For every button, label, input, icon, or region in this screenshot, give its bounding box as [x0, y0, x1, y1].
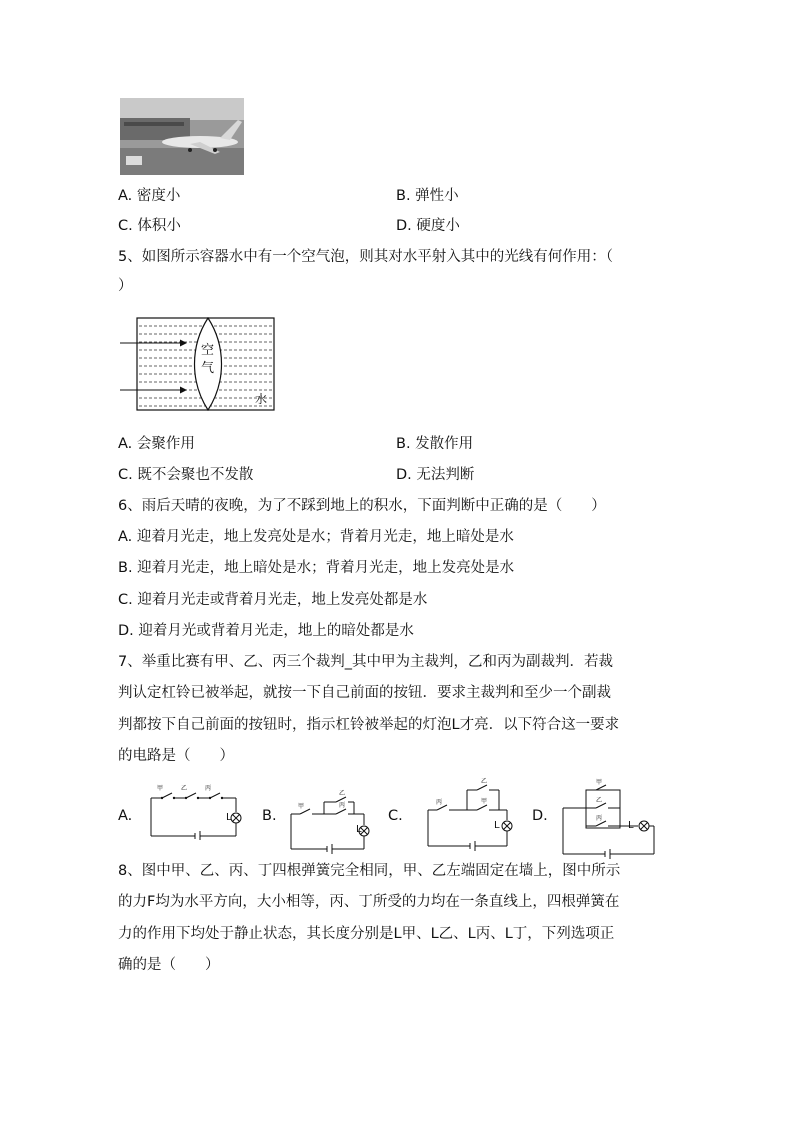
q6-option-a: A. 迎着月光走，地上发亮处是水；背着月光走，地上暗处是水: [118, 529, 514, 545]
q7-option-c-letter: C.: [388, 808, 403, 824]
airplane-photo: [120, 98, 244, 175]
q4-option-b: B. 弹性小: [396, 188, 459, 204]
q7-option-b-letter: B.: [262, 808, 277, 824]
q5-stem-cont: ）: [118, 278, 133, 294]
q6-option-b: B. 迎着月光走，地上暗处是水；背着月光走，地上发亮处是水: [118, 560, 515, 576]
circuit-c-lamp-label: L: [494, 820, 500, 831]
q4-option-c: C. 体积小: [118, 218, 181, 234]
q7-stem-line: 的电路是（ ）: [118, 748, 234, 764]
circuit-d-switch-yi: 乙: [596, 797, 603, 804]
circuit-c-diagram: [425, 772, 520, 852]
fig-label-water: 水: [255, 392, 268, 406]
q7-option-a-letter: A.: [118, 808, 133, 824]
q5-option-c: C. 既不会聚也不发散: [118, 467, 254, 483]
q7-stem-line: 7、举重比赛有甲、乙、丙三个裁判_其中甲为主裁判，乙和丙为副裁判．若裁: [118, 654, 613, 670]
q8-stem-line: 确的是（ ）: [118, 957, 220, 973]
fig-label-qi: 气: [201, 361, 215, 376]
q5-option-a: A. 会聚作用: [118, 436, 195, 452]
circuit-b-lamp-label: L: [356, 824, 362, 835]
q6-option-c: C. 迎着月光走或背着月光走，地上发亮处都是水: [118, 592, 428, 608]
circuit-c-switch-jia: 甲: [481, 798, 488, 805]
q4-option-d: D. 硬度小: [396, 218, 460, 234]
q7-option-d-letter: D.: [532, 808, 548, 824]
q7-stem-line: 判都按下自己前面的按钮时，指示杠铃被举起的灯泡L才亮．以下符合这一要求: [118, 717, 620, 733]
circuit-a-switch-jia: 甲: [157, 785, 164, 792]
circuit-b-diagram: [288, 792, 378, 854]
circuit-a-switch-bing: 丙: [205, 785, 212, 792]
q5-stem: 5、如图所示容器水中有一个空气泡，则其对水平射入其中的光线有何作用：（: [118, 249, 613, 265]
circuit-c-switch-yi: 乙: [481, 778, 488, 785]
circuit-b-switch-jia: 甲: [298, 803, 305, 810]
circuit-b-switch-bing: 丙: [339, 802, 346, 809]
circuit-a-lamp-label: L: [226, 812, 232, 823]
q4-option-a: A. 密度小: [118, 188, 181, 204]
circuit-d-switch-bing: 丙: [596, 815, 603, 822]
q6-stem: 6、雨后天晴的夜晚，为了不踩到地上的积水，下面判断中正确的是（ ）: [118, 498, 606, 514]
q7-stem-line: 判认定杠铃已被举起，就按一下自己前面的按钮．要求主裁判和至少一个副裁: [118, 685, 611, 701]
fig-label-kong: 空: [201, 343, 215, 358]
q8-stem-line: 的力F均为水平方向，大小相等，丙、丁所受的力均在一条直线上，四根弹簧在: [118, 894, 620, 910]
circuit-b-switch-yi: 乙: [339, 790, 346, 797]
circuit-d-diagram: [560, 778, 660, 860]
circuit-a-switch-yi: 乙: [181, 785, 188, 792]
q8-stem-line: 力的作用下均处于静止状态，其长度分别是L甲、L乙、L丙、L丁，下列选项正: [118, 926, 615, 942]
q8-stem-line: 8、图中甲、乙、丙、丁四根弹簧完全相同，甲、乙左端固定在墙上，图中所示: [118, 863, 621, 879]
circuit-d-switch-jia: 甲: [596, 779, 603, 786]
circuit-a-diagram: [148, 782, 253, 840]
circuit-c-switch-bing: 丙: [436, 799, 443, 806]
q5-option-d: D. 无法判断: [396, 467, 475, 483]
q6-option-d: D. 迎着月光或背着月光走，地上的暗处都是水: [118, 623, 414, 639]
circuit-d-lamp-label: L: [628, 820, 634, 831]
q5-option-b: B. 发散作用: [396, 436, 474, 452]
